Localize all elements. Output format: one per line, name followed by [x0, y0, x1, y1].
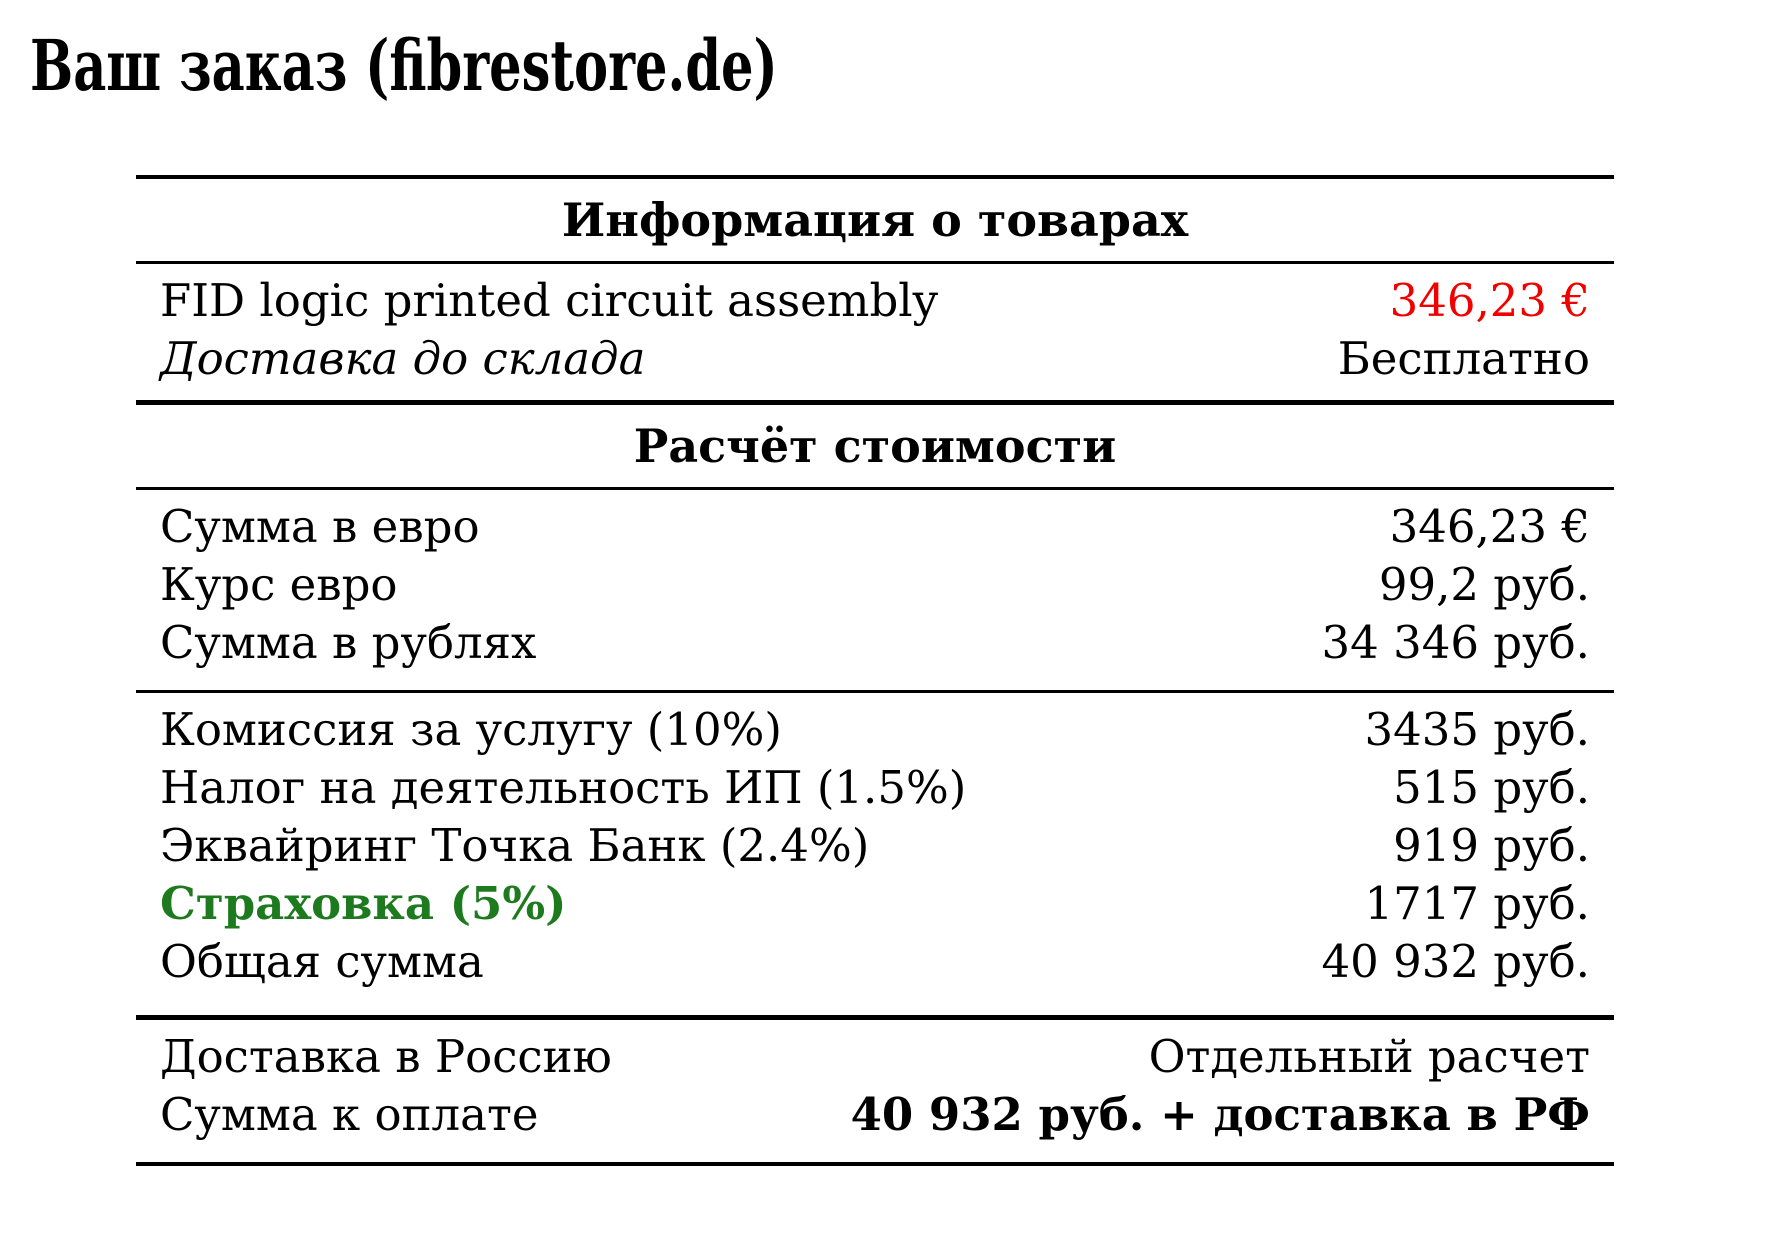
product-price-value: 346,23 €: [1389, 274, 1590, 327]
delivery-russia-label: Доставка в Россию: [160, 1030, 612, 1083]
row-tax-ip: [160, 759, 1590, 817]
row-service-commission: [160, 701, 1590, 759]
amount-due-value: 40 932 руб. + доставка в РФ: [850, 1088, 1590, 1141]
sum-rub-value: 34 346 руб.: [1321, 616, 1590, 669]
row-delivery-russia: [160, 1028, 1590, 1086]
sum-eur-label: Сумма в евро: [160, 500, 480, 553]
section-header-cost-calculation: Расчёт стоимости: [633, 419, 1117, 473]
warehouse-delivery-label: Доставка до склада: [160, 332, 646, 385]
table-bottom-rule: [136, 1162, 1614, 1166]
sum-rub-label: Сумма в рублях: [160, 616, 537, 669]
row-warehouse-delivery: [160, 330, 1590, 388]
product-name-label: FID logic printed circuit assembly: [160, 274, 939, 327]
service-commission-label: Комиссия за услугу (10%): [160, 703, 782, 756]
acquiring-value: 919 руб.: [1393, 819, 1590, 872]
row-acquiring: [160, 817, 1590, 875]
section-header-products-info: Информация о товарах: [561, 193, 1189, 247]
amount-due-label: Сумма к оплате: [160, 1088, 539, 1141]
total-sum-label: Общая сумма: [160, 935, 484, 988]
row-amount-due: [160, 1086, 1590, 1144]
row-insurance: [160, 875, 1590, 933]
eur-rate-label: Курс евро: [160, 558, 398, 611]
order-table: [136, 175, 1614, 1166]
warehouse-delivery-value: Бесплатно: [1337, 332, 1590, 385]
tax-ip-label: Налог на деятельность ИП (1.5%): [160, 761, 967, 814]
row-sum-rub: [160, 614, 1590, 672]
acquiring-label: Эквайринг Точка Банк (2.4%): [160, 819, 870, 872]
section-eur-conversion: [136, 490, 1614, 690]
row-product: [160, 272, 1590, 330]
insurance-label: Страховка (5%): [160, 877, 567, 930]
service-commission-value: 3435 руб.: [1364, 703, 1590, 756]
section-products-info: [136, 264, 1614, 400]
eur-rate-value: 99,2 руб.: [1378, 558, 1590, 611]
section-fees: [136, 693, 1614, 1015]
row-total-sum: [160, 933, 1590, 991]
insurance-value: 1717 руб.: [1364, 877, 1590, 930]
total-sum-value: 40 932 руб.: [1321, 935, 1590, 988]
row-eur-rate: [160, 556, 1590, 614]
row-sum-eur: [160, 498, 1590, 556]
page-title: Ваш заказ (fibrestore.de): [30, 24, 778, 107]
sum-eur-value: 346,23 €: [1389, 500, 1590, 553]
section-final: [136, 1020, 1614, 1162]
delivery-russia-value: Отдельный расчет: [1148, 1030, 1590, 1083]
tax-ip-value: 515 руб.: [1393, 761, 1590, 814]
